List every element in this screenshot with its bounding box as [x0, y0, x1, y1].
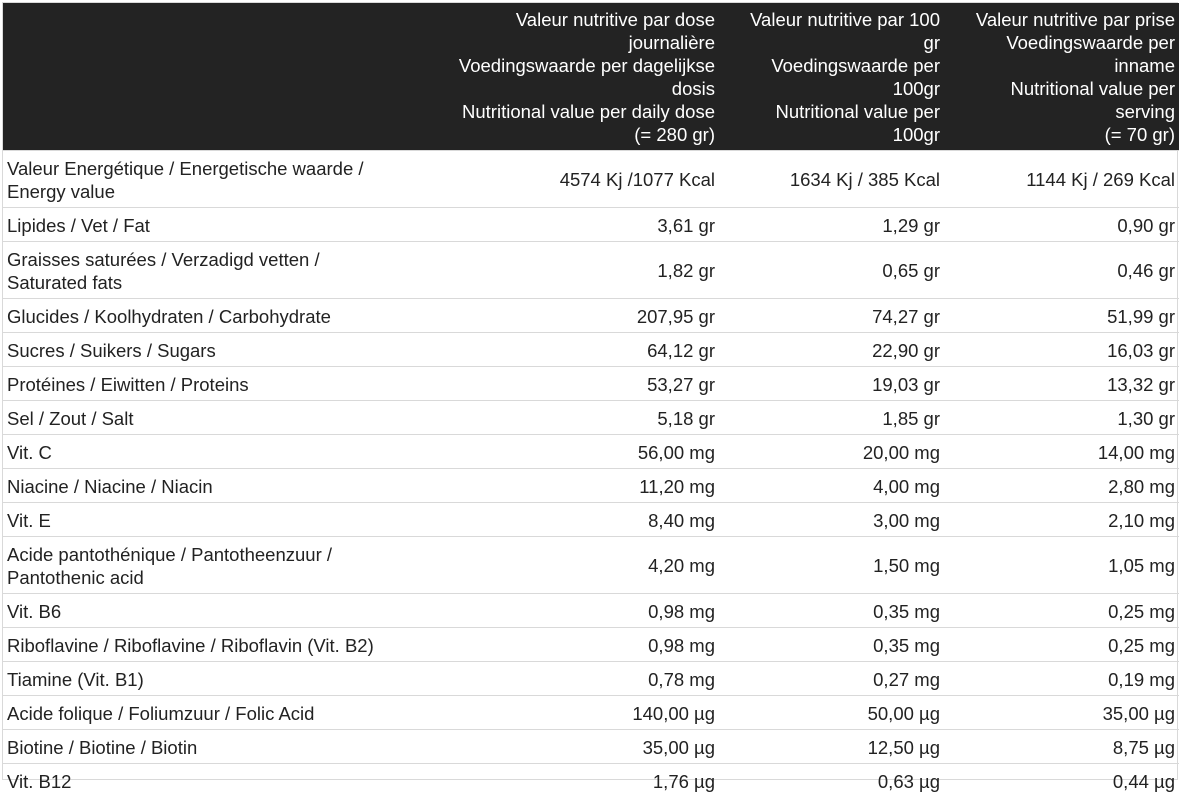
header-line: Nutritional value per: [948, 77, 1175, 100]
per-serving-value: 2,10 mg: [944, 503, 1179, 537]
per-100gr-value: 74,27 gr: [719, 299, 944, 333]
header-cell-label-column: [3, 3, 429, 151]
label-line: Energy value: [7, 180, 425, 203]
header-line: serving: [948, 100, 1175, 123]
table-row: [3, 696, 1179, 730]
per-serving-value: 8,75 µg: [944, 730, 1179, 764]
header-line: dosis: [433, 77, 715, 100]
nutrition-table-container: [2, 2, 1178, 780]
table-row: [3, 628, 1179, 662]
daily-dose-value: 0,98 mg: [429, 594, 719, 628]
table-row: [3, 435, 1179, 469]
per-serving-value: 1,05 mg: [944, 537, 1179, 594]
table-row: [3, 662, 1179, 696]
daily-dose-value: 35,00 µg: [429, 730, 719, 764]
per-serving-value: 0,25 mg: [944, 594, 1179, 628]
nutrient-label: Tiamine (Vit. B1): [3, 662, 429, 696]
header-cell-per-serving: [944, 3, 1179, 151]
per-100gr-value: 20,00 mg: [719, 435, 944, 469]
table-row: [3, 730, 1179, 764]
label-line: Pantothenic acid: [7, 566, 425, 589]
header-line: Valeur nutritive par prise: [948, 8, 1175, 31]
daily-dose-value: 56,00 mg: [429, 435, 719, 469]
header-line: Valeur nutritive par dose: [433, 8, 715, 31]
daily-dose-value: 4574 Kj /1077 Kcal: [429, 151, 719, 208]
table-row: [3, 299, 1179, 333]
per-serving-value: 16,03 gr: [944, 333, 1179, 367]
per-100gr-value: 12,50 µg: [719, 730, 944, 764]
nutrient-label: Protéines / Eiwitten / Proteins: [3, 367, 429, 401]
table-row: [3, 208, 1179, 242]
nutrient-label: Vit. E: [3, 503, 429, 537]
label-line: Saturated fats: [7, 271, 425, 294]
nutrient-label: Acide folique / Foliumzuur / Folic Acid: [3, 696, 429, 730]
per-100gr-value: 22,90 gr: [719, 333, 944, 367]
daily-dose-value: 64,12 gr: [429, 333, 719, 367]
header-cell-per-100gr: [719, 3, 944, 151]
per-serving-value: 14,00 mg: [944, 435, 1179, 469]
label-line: Graisses saturées / Verzadigd vetten /: [7, 248, 425, 271]
table-row: [3, 401, 1179, 435]
per-100gr-value: 0,65 gr: [719, 242, 944, 299]
header-line: Valeur nutritive par 100: [723, 8, 940, 31]
nutrition-table: [3, 3, 1179, 797]
per-100gr-value: 3,00 mg: [719, 503, 944, 537]
nutrient-label: Biotine / Biotine / Biotin: [3, 730, 429, 764]
per-100gr-value: 19,03 gr: [719, 367, 944, 401]
per-serving-value: 2,80 mg: [944, 469, 1179, 503]
per-100gr-value: 1634 Kj / 385 Kcal: [719, 151, 944, 208]
per-serving-value: 1,30 gr: [944, 401, 1179, 435]
daily-dose-value: 5,18 gr: [429, 401, 719, 435]
nutrient-label: [3, 242, 429, 299]
table-row: [3, 367, 1179, 401]
per-100gr-value: 1,85 gr: [719, 401, 944, 435]
per-100gr-value: 4,00 mg: [719, 469, 944, 503]
header-line: Nutritional value per: [723, 100, 940, 123]
label-line: Valeur Energétique / Energetische waarde /: [7, 157, 425, 180]
header-line: Voedingswaarde per: [723, 54, 940, 77]
header-line: inname: [948, 54, 1175, 77]
per-serving-value: 0,46 gr: [944, 242, 1179, 299]
per-100gr-value: 0,35 mg: [719, 628, 944, 662]
header-line: 100gr: [723, 123, 940, 146]
daily-dose-value: 1,82 gr: [429, 242, 719, 299]
header-line: gr: [723, 31, 940, 54]
per-100gr-value: 0,35 mg: [719, 594, 944, 628]
nutrient-label: Sel / Zout / Salt: [3, 401, 429, 435]
per-serving-value: 1144 Kj / 269 Kcal: [944, 151, 1179, 208]
nutrient-label: Lipides / Vet / Fat: [3, 208, 429, 242]
daily-dose-value: 53,27 gr: [429, 367, 719, 401]
daily-dose-value: 3,61 gr: [429, 208, 719, 242]
nutrient-label: Sucres / Suikers / Sugars: [3, 333, 429, 367]
table-body: [3, 151, 1179, 797]
per-serving-value: 0,25 mg: [944, 628, 1179, 662]
per-100gr-value: 1,29 gr: [719, 208, 944, 242]
nutrient-label: Riboflavine / Riboflavine / Riboflavin (Vit. B2): [3, 628, 429, 662]
per-100gr-value: 1,50 mg: [719, 537, 944, 594]
table-row: [3, 764, 1179, 797]
per-100gr-value: 50,00 µg: [719, 696, 944, 730]
nutrient-label: Glucides / Koolhydraten / Carbohydrate: [3, 299, 429, 333]
daily-dose-value: 207,95 gr: [429, 299, 719, 333]
table-row: [3, 594, 1179, 628]
table-row: [3, 537, 1179, 594]
nutrient-label: Vit. C: [3, 435, 429, 469]
per-serving-value: 0,90 gr: [944, 208, 1179, 242]
daily-dose-value: 0,78 mg: [429, 662, 719, 696]
table-row: [3, 333, 1179, 367]
header-line: Nutritional value per daily dose: [433, 100, 715, 123]
daily-dose-value: 4,20 mg: [429, 537, 719, 594]
nutrient-label: [3, 151, 429, 208]
daily-dose-value: 8,40 mg: [429, 503, 719, 537]
header-line: 100gr: [723, 77, 940, 100]
per-100gr-value: 0,63 µg: [719, 764, 944, 797]
nutrient-label: Vit. B12: [3, 764, 429, 797]
per-serving-value: 51,99 gr: [944, 299, 1179, 333]
header-line: journalière: [433, 31, 715, 54]
daily-dose-value: 0,98 mg: [429, 628, 719, 662]
daily-dose-value: 140,00 µg: [429, 696, 719, 730]
nutrient-label: Niacine / Niacine / Niacin: [3, 469, 429, 503]
per-serving-value: 0,19 mg: [944, 662, 1179, 696]
header-line: (= 70 gr): [948, 123, 1175, 146]
per-serving-value: 35,00 µg: [944, 696, 1179, 730]
daily-dose-value: 11,20 mg: [429, 469, 719, 503]
table-row: [3, 242, 1179, 299]
table-row: [3, 469, 1179, 503]
nutrient-label: Vit. B6: [3, 594, 429, 628]
table-row: [3, 151, 1179, 208]
table-row: [3, 503, 1179, 537]
header-line: Voedingswaarde per dagelijkse: [433, 54, 715, 77]
header-row: [3, 3, 1179, 151]
per-serving-value: 0,44 µg: [944, 764, 1179, 797]
daily-dose-value: 1,76 µg: [429, 764, 719, 797]
header-line: Voedingswaarde per: [948, 31, 1175, 54]
header-line: (= 280 gr): [433, 123, 715, 146]
per-serving-value: 13,32 gr: [944, 367, 1179, 401]
nutrient-label: [3, 537, 429, 594]
label-line: Acide pantothénique / Pantotheenzuur /: [7, 543, 425, 566]
header-cell-per-daily-dose: [429, 3, 719, 151]
per-100gr-value: 0,27 mg: [719, 662, 944, 696]
table-header: [3, 3, 1179, 151]
